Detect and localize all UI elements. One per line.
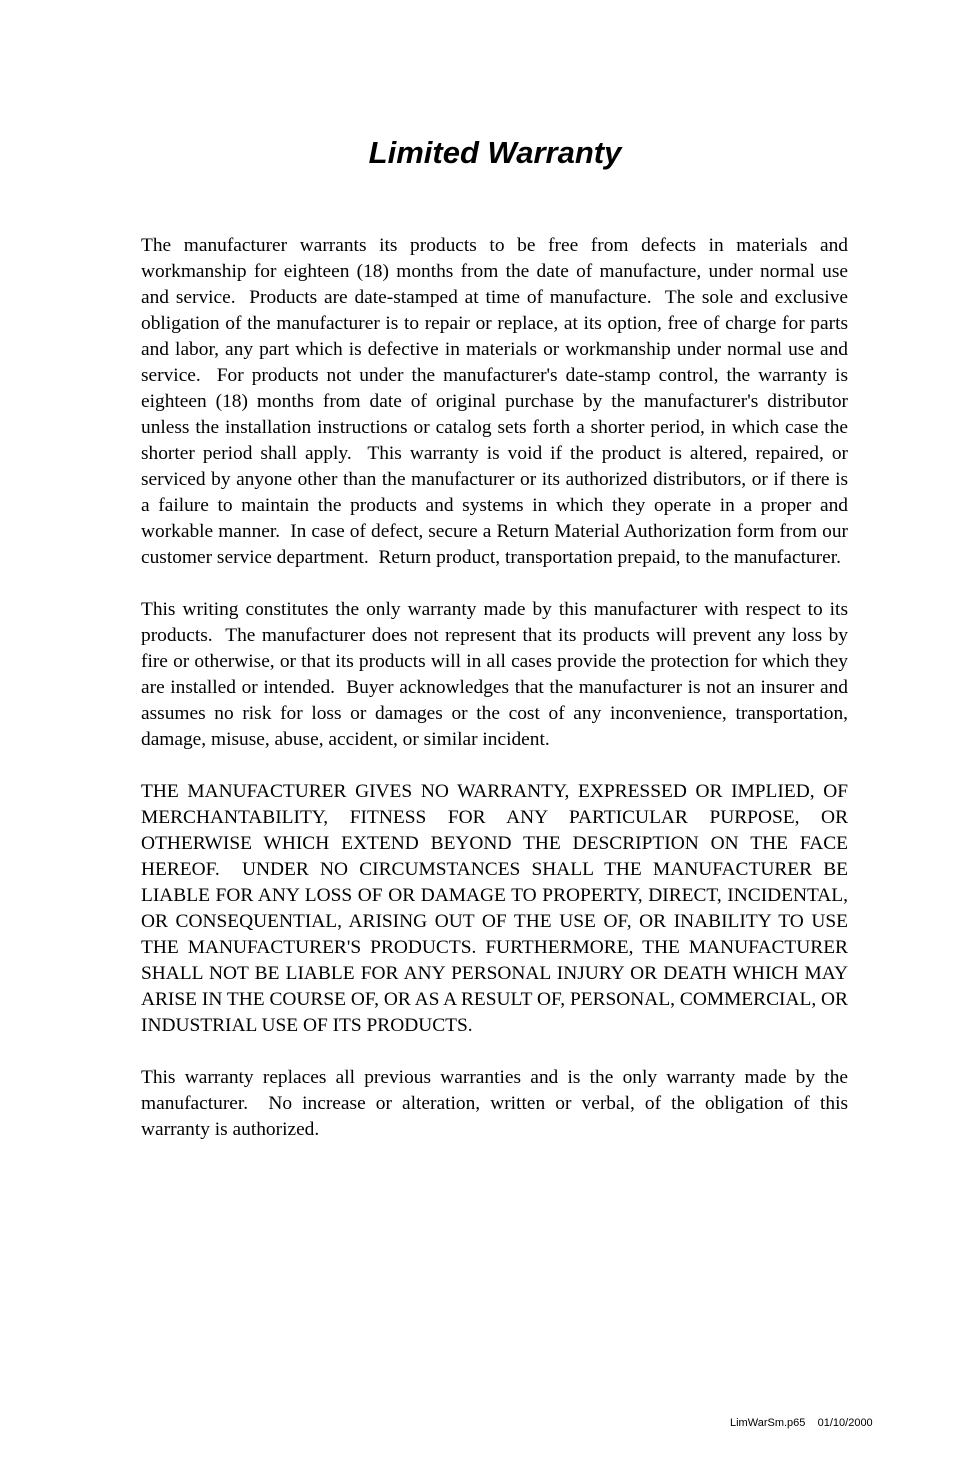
footer-note: [730, 1416, 873, 1430]
page-title: Limited Warranty: [368, 135, 622, 170]
footer-date: 01/10/2000: [817, 1417, 873, 1429]
warranty-body: [141, 233, 853, 1169]
paragraph-exclusive-warranty: This writing constitutes the only warranty made by this manufacturer with respect to its products. The manufacturer does not represent that its products will prevent any loss by fire or otherwise, or that its products will in all cases provide the protection for which they are installed or intended. Buyer acknowledges that the manufacturer is not an insurer and assumes no risk for loss or damages or the cost of any inconvenience, transportation, damage, misuse, abuse, accident, or similar incident.: [141, 599, 853, 750]
paragraph-coverage: The manufacturer warrants its products to be free from defects in materials and workmanship for eighteen (18) months from the date of manufacture, under normal use and service. Products are date-stamped at time of manufacture. The sole and exclusive obligation of the manufacturer is to repair or replace, at its option, free of charge for parts and labor, any part which is defective in materials or workmanship under normal use and service. For products not under the manufacturer's date-stamp control, the warranty is eighteen (18) months from date of original purchase by the manufacturer's distributor unless the installation instructions or catalog sets forth a shorter period, in which case the shorter period shall apply. This warranty is void if the product is altered, repaired, or serviced by anyone other than the manufacturer or its authorized distributors, or if there is a failure to maintain the products and systems in which they operate in a proper and workable manner. In case of defect, secure a Return Material Authorization form from our customer service department. Return product, transportation prepaid, to the manufacturer.: [141, 235, 853, 568]
paragraph-replacement: This warranty replaces all previous warranties and is the only warranty made by the manufacturer. No increase or alteration, written or verbal, of the obligation of this warranty is authorized.: [141, 1067, 853, 1140]
paragraph-disclaimer: THE MANUFACTURER GIVES NO WARRANTY, EXPRESSED OR IMPLIED, OF MERCHANTABILITY, FITNESS FOR ANY PARTICULAR PURPOSE, OR OTHERWISE WHICH EXTEND BEYOND THE DESCRIPTION ON THE FACE HEREOF. UNDER NO CIRCUMSTANCES SHALL THE MANUFACTURER BE LIABLE FOR ANY LOSS OF OR DAMAGE TO PROPERTY, DIRECT, INCIDENTAL, OR CONSEQUENTIAL, ARISING OUT OF THE USE OF, OR INABILITY TO USE THE MANUFACTURER'S PRODUCTS. FURTHERMORE, THE MANUFACTURER SHALL NOT BE LIABLE FOR ANY PERSONAL INJURY OR DEATH WHICH MAY ARISE IN THE COURSE OF, OR AS A RESULT OF, PERSONAL, COMMERCIAL, OR INDUSTRIAL USE OF ITS PRODUCTS.: [141, 781, 853, 1036]
footer-filename: LimWarSm.p65: [730, 1417, 806, 1429]
